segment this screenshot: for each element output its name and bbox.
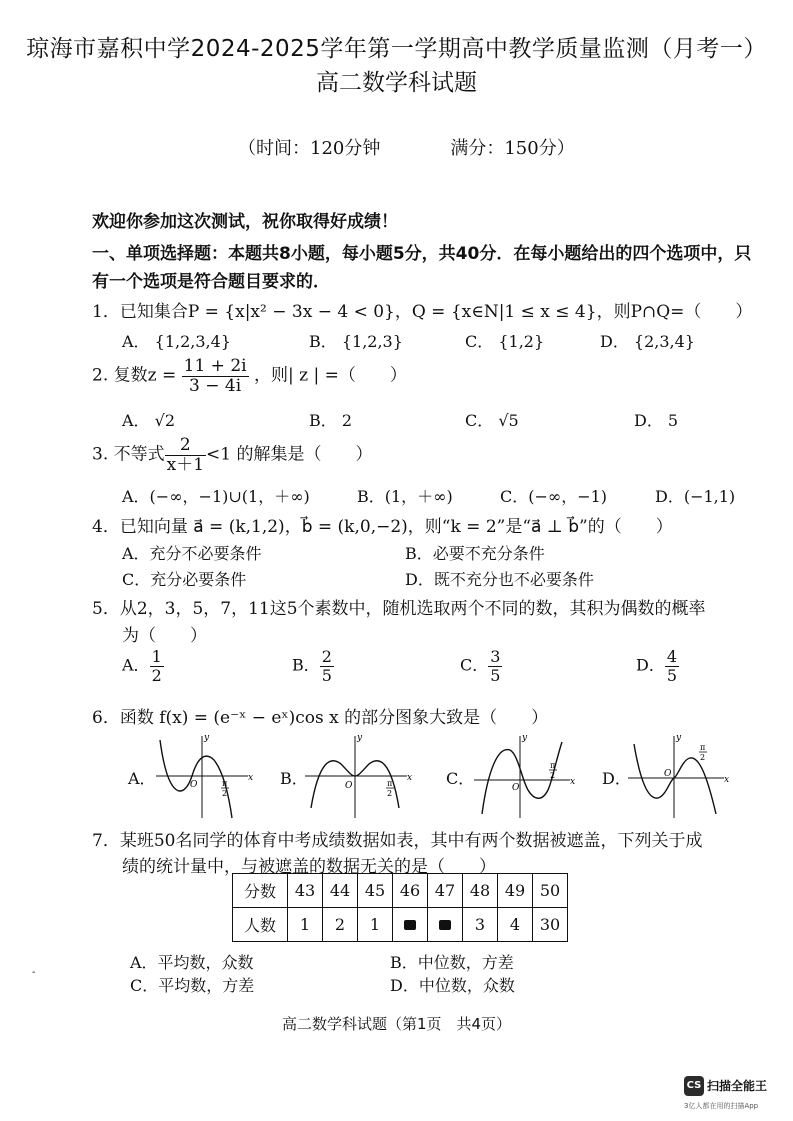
scanner-name: 扫描全能王	[707, 1079, 768, 1093]
page-footer: 高二数学科试题（第1页 共4页）	[281, 1015, 512, 1033]
question-5-option-d	[636, 648, 679, 684]
question-1-stem: 1．已知集合P = {x|x² − 3x − 4 < 0}，Q = {x∈N|1 ≤ x ≤ 4}，则P∩Q=（ ）	[92, 302, 753, 322]
fraction-numerator: 11 + 2i	[183, 356, 247, 376]
fraction-numerator: 2	[321, 647, 332, 666]
table-cell: 44	[323, 874, 358, 908]
question-2-fraction	[182, 357, 249, 395]
y-axis-label: y	[357, 733, 363, 743]
question-3-suffix: <1 的解集是（ ）	[206, 444, 373, 465]
fraction-denominator: x＋1	[166, 454, 205, 475]
pi-label: π	[550, 761, 556, 770]
question-2-option-c: C． √5	[465, 411, 519, 430]
question-3-option-c: C．(−∞，−1)	[500, 487, 608, 506]
fraction-numerator: 3	[490, 647, 501, 666]
question-2-stem	[92, 357, 407, 395]
question-6-graph-c	[472, 730, 576, 820]
fraction-denominator: 5	[321, 665, 332, 685]
table-cell: 46	[393, 874, 428, 908]
option-letter: C．	[460, 655, 489, 675]
fraction-denominator: 5	[490, 665, 501, 685]
covered-blot-icon	[404, 920, 416, 930]
table-row-header: 人数	[233, 908, 288, 942]
section-heading: 一、单项选择题：本题共8小题，每小题5分，共40分．在每小题给出的四个选项中，只有一个选项是符合题目要求的．	[92, 244, 752, 292]
question-3-stem	[92, 436, 373, 474]
welcome-text: 欢迎你参加这次测试，祝你取得好成绩！	[92, 212, 398, 232]
scanner-watermark	[684, 1075, 767, 1096]
y-axis-label: y	[676, 733, 682, 743]
table-cell: 30	[533, 908, 568, 942]
question-3-option-b: B．(1，＋∞)	[357, 487, 453, 506]
cs-logo-icon: CS	[684, 1076, 704, 1096]
question-3-fraction	[165, 436, 206, 474]
question-7-option-c: C．平均数，方差	[130, 976, 255, 995]
table-cell: 50	[533, 874, 568, 908]
x-axis-label: x	[724, 775, 730, 785]
option-letter: A．	[122, 655, 150, 675]
table-row-header: 分数	[233, 874, 288, 908]
table-cell: 45	[358, 874, 393, 908]
exam-score: 满分：150分）	[450, 138, 575, 159]
question-4-option-d: D．既不充分也不必要条件	[405, 570, 594, 589]
option-fraction	[665, 648, 679, 684]
covered-blot-icon	[439, 920, 451, 930]
y-axis-label: y	[522, 733, 528, 743]
y-axis-label: y	[204, 733, 210, 743]
question-1-option-b: B． {1,2,3}	[309, 332, 403, 351]
origin-label: O	[664, 769, 672, 779]
two-label: 2	[700, 753, 706, 762]
question-6-option-d: D．	[602, 769, 631, 788]
x-axis-label: x	[570, 777, 576, 787]
question-7-option-d: D．中位数，众数	[390, 976, 515, 995]
pi-label: π	[222, 779, 228, 788]
fraction-numerator: 4	[666, 647, 678, 666]
fraction-numerator: 1	[151, 647, 162, 666]
two-label: 2	[222, 789, 228, 798]
question-5-stem-line2: 为（ ）	[122, 626, 207, 646]
question-7-stem-line2: 绩的统计量中，与被遮盖的数据无关的是（ ）	[122, 857, 496, 877]
table-cell: 4	[498, 908, 533, 942]
origin-label: O	[345, 781, 353, 791]
question-5-option-b	[292, 648, 334, 684]
option-fraction	[488, 648, 502, 684]
exam-title: 琼海市嘉积中学2024-2025学年第一学期高中教学质量监测（月考一）	[26, 36, 767, 62]
option-letter: D．	[636, 655, 665, 675]
pi-label: π	[387, 779, 393, 788]
table-cell-covered	[428, 908, 463, 942]
table-row	[233, 908, 568, 942]
question-1-option-c: C． {1,2}	[465, 332, 545, 351]
table-cell: 1	[288, 908, 323, 942]
question-2-option-a: A． √2	[122, 411, 176, 430]
x-axis-label: x	[248, 773, 254, 783]
two-label: 2	[550, 771, 556, 780]
table-cell: 1	[358, 908, 393, 942]
table-cell: 2	[323, 908, 358, 942]
option-fraction	[150, 648, 164, 684]
table-cell: 48	[463, 874, 498, 908]
question-5-stem-line1: 5．从2，3，5，7，11这5个素数中，随机选取两个不同的数，其积为偶数的概率	[92, 599, 706, 619]
score-table	[232, 873, 568, 942]
question-7-option-b: B．中位数，方差	[390, 953, 514, 972]
question-6-option-a: A．	[128, 769, 156, 788]
question-4-option-c: C．充分必要条件	[122, 570, 247, 589]
question-2-option-b: B． 2	[309, 411, 353, 430]
question-7-option-a: A．平均数，众数	[130, 953, 254, 972]
question-7-stem-line1: 7．某班50名同学的体育中考成绩数据如表，其中有两个数据被遮盖，下列关于成	[92, 831, 703, 851]
table-cell-covered	[393, 908, 428, 942]
question-1-option-d: D． {2,3,4}	[600, 332, 695, 351]
x-axis-label: x	[407, 773, 413, 783]
question-1-option-a: A． {1,2,3,4}	[122, 332, 231, 351]
question-3-option-a: A．(−∞，−1)∪(1，＋∞)	[122, 487, 310, 506]
question-2-suffix: ，则| z | =（ ）	[253, 365, 407, 386]
table-cell: 47	[428, 874, 463, 908]
exam-time: （时间：120分钟	[238, 138, 381, 159]
question-6-stem: 6．函数 f(x) = (e⁻ˣ − eˣ)cos x 的部分图象大致是（ ）	[92, 708, 549, 728]
origin-label: O	[512, 783, 520, 793]
exam-info	[238, 134, 575, 160]
two-label: 2	[387, 789, 393, 798]
exam-subtitle: 高二数学科试题	[316, 70, 477, 96]
question-6-option-b: B．	[280, 769, 308, 788]
stray-mark: -	[32, 967, 36, 978]
question-5-option-a	[122, 648, 164, 684]
question-6-option-c: C．	[446, 769, 475, 788]
question-6-graph-a	[154, 730, 254, 820]
fraction-denominator: 3 − 4i	[189, 375, 242, 396]
table-cell: 49	[498, 874, 533, 908]
question-4-option-b: B．必要不充分条件	[405, 544, 545, 563]
option-letter: B．	[292, 655, 320, 675]
fraction-numerator: 2	[165, 436, 206, 456]
fraction-denominator: 2	[151, 665, 162, 685]
fraction-denominator: 5	[666, 665, 678, 685]
question-4-stem: 4．已知向量 a⃗ = (k,1,2)，b⃗ = (k,0,−2)，则“k = 2”是“a⃗ ⊥ b⃗”的（ ）	[92, 517, 673, 537]
option-fraction	[320, 648, 334, 684]
table-cell: 43	[288, 874, 323, 908]
question-2-option-d: D． 5	[634, 411, 679, 430]
question-4-option-a: A．充分不必要条件	[122, 544, 262, 563]
question-6-graph-b	[303, 730, 413, 820]
question-5-option-c	[460, 648, 502, 684]
table-cell: 3	[463, 908, 498, 942]
pi-label: π	[700, 743, 706, 752]
scanner-tagline: 3亿人都在用的扫描App	[684, 1102, 759, 1110]
question-6-graph-d	[626, 730, 730, 820]
question-3-prefix: 3. 不等式	[92, 444, 165, 465]
question-2-prefix: 2. 复数z =	[92, 365, 177, 386]
table-row	[233, 874, 568, 908]
question-3-option-d: D．(−1,1)	[655, 487, 736, 506]
origin-label: O	[190, 780, 198, 790]
